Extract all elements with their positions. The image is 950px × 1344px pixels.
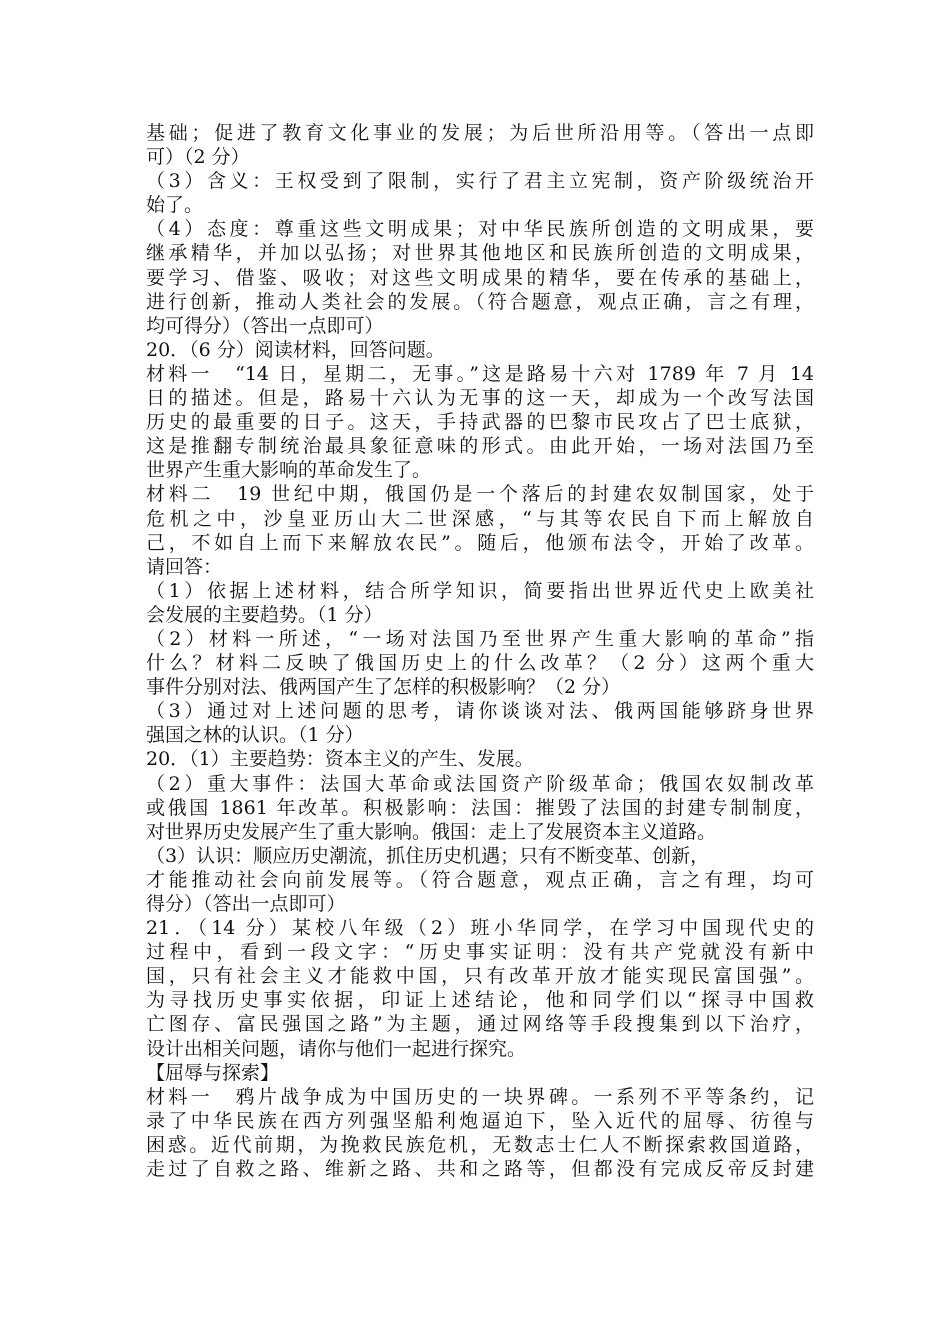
text-line: 得分）（答出一点即可） [146,893,346,915]
text-line: 材料一 鸦片战争成为中国历史的一块界碑。一系列不平等条约，记 [146,1085,814,1108]
text-line: 会发展的主要趋势。（1 分） [146,603,383,626]
text-line: 录了中华民族在西方列强坚船利炮逼迫下，坠入近代的屈辱、彷徨与 [146,1109,814,1132]
answer-heading: 20．（1）主要趋势：资本主义的产生、发展。 [146,748,534,771]
text-line: （2）重大事件：法国大革命或法国资产阶级革命；俄国农奴制改革 [146,772,814,795]
text-line: 事件分别对法、俄两国产生了怎样的积极影响？（2 分） [146,676,621,699]
text-line: 强国之林的认识。（1 分） [146,724,364,747]
text-line: 国，只有社会主义才能救中国，只有改革开放才能实现民富国强”。 [146,965,814,988]
text-line: 才能推动社会向前发展等。（符合题意，观点正确，言之有理，均可 [146,868,814,891]
text-line: 对世界历史发展产生了重大影响。俄国：走上了发展资本主义道路。 [146,820,717,843]
text-line: 均可得分）（答出一点即可） [146,314,384,337]
question-heading: 21．（14 分）某校八年级（2）班小华同学，在学习中国现代史的 [146,917,814,940]
text-line: 为寻找历史事实依据，印证上述结论，他和同学们以“探寻中国救 [146,989,814,1012]
text-line: 什么？材料二反映了俄国历史上的什么改革？（2 分）这两个重大 [146,652,814,675]
text-line: 己，不如自上而下来解放农民”。随后，他颁布法令，开始了改革。 [146,531,814,554]
text-line: 或俄国 1861 年改革。积极影响：法国：摧毁了法国的封建专制制度， [146,796,814,819]
text-line: 过程中，看到一段文字：“历史事实证明：没有共产党就没有新中 [146,941,814,964]
text-line: 基础；促进了教育文化事业的发展；为后世所沿用等。（答出一点即 [146,122,814,144]
text-line: （3）认识：顺应历史潮流，抓住历史机遇；只有不断变革、创新， [146,844,710,867]
text-line: 进行创新，推动人类社会的发展。（符合题意，观点正确，言之有理， [146,290,814,313]
section-heading: 【屈辱与探索】 [146,1061,280,1084]
text-line: 可）（2 分） [146,146,250,169]
text-line: 困惑。近代前期，为挽救民族危机，无数志士仁人不断探索救国道路， [146,1133,814,1156]
text-line: 走过了自救之路、维新之路、共和之路等，但都没有完成反帝反封建 [146,1158,814,1181]
text-line: 材料二 19 世纪中期，俄国仍是一个落后的封建农奴制国家，处于 [146,483,814,506]
text-line: 亡图存、富民强国之路”为主题，通过网络等手段搜集到以下治疗， [146,1013,814,1036]
text-line: （4）态度：尊重这些文明成果；对中华民族所创造的文明成果，要 [146,218,814,241]
text-line: 这是推翻专制统治最具象征意味的形式。由此开始，一场对法国乃至 [146,435,814,458]
text-line: 始了。 [146,194,204,217]
text-line: （1）依据上述材料，结合所学知识，简要指出世界近代史上欧美社 [146,579,814,602]
text-line: 请回答： [146,555,223,578]
text-line: （3）含义：王权受到了限制，实行了君主立宪制，资产阶级统治开 [146,170,814,193]
text-line: （2）材料一所述，“一场对法国乃至世界产生重大影响的革命”指 [146,627,814,650]
text-line: 日的描述。但是，路易十六认为无事的这一天，却成为一个改写法国 [146,387,814,410]
question-heading: 20．（6 分）阅读材料，回答问题。 [146,338,445,361]
text-line: 世界产生重大影响的革命发生了。 [146,459,432,482]
document-page [146,121,814,1181]
text-line: （3）通过对上述问题的思考，请你谈谈对法、俄两国能够跻身世界 [146,700,814,723]
text-line: 危机之中，沙皇亚历山大二世深感，“与其等农民自下而上解放自 [146,507,814,530]
text-line: 历史的最重要的日子。这天，手持武器的巴黎市民攻占了巴士底狱， [146,411,814,434]
text-line: 材料一 “14 日，星期二，无事。”这是路易十六对 1789 年 7 月 14 [146,362,814,385]
text-line: 设计出相关问题，请你与他们一起进行探究。 [146,1037,527,1060]
text-line: 要学习、借鉴、吸收；对这些文明成果的精华，要在传承的基础上， [146,266,814,289]
text-line: 继承精华，并加以弘扬；对世界其他地区和民族所创造的文明成果， [146,242,814,265]
